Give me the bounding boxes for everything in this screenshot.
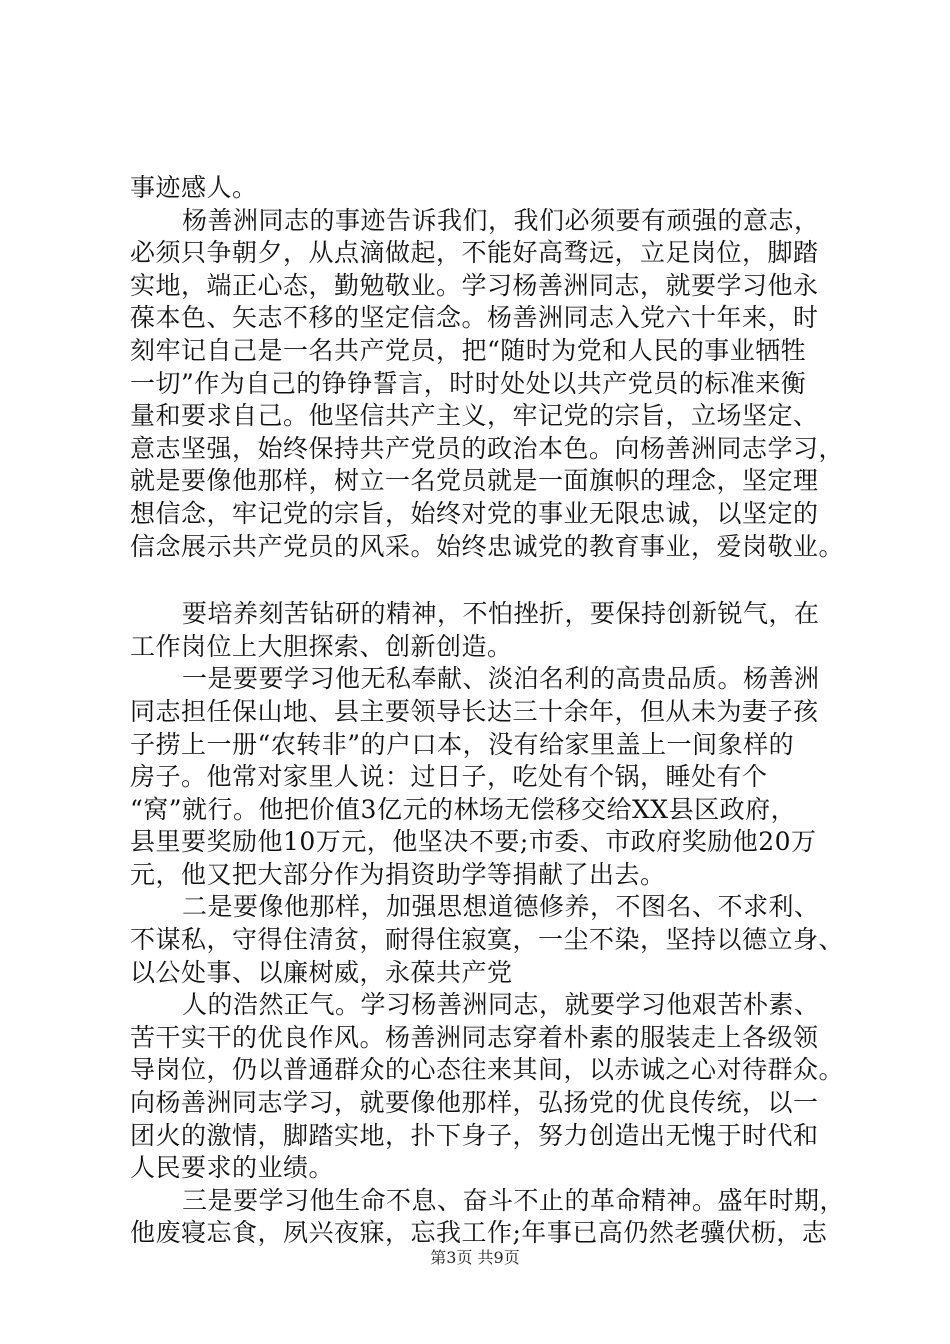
text-line: 人的浩然正气。学习杨善洲同志，就要学习他艰苦朴素、: [182, 990, 820, 1020]
text-line: 想信念，牢记党的宗旨，始终对党的事业无限忠诚，以坚定的: [130, 498, 819, 528]
text-line: 杨善洲同志的事迹告诉我们，我们必须要有顽强的意志，: [182, 205, 820, 235]
text-line: 二是要像他那样，加强思想道德修养，不图名、不求利、: [182, 892, 820, 922]
text-line: 三是要学习他生命不息、奋斗不止的革命精神。盛年时期，: [182, 1185, 846, 1215]
page-footer: 第3页 共9页: [430, 1248, 520, 1267]
text-line: 实地，端正心态，勤勉敬业。学习杨善洲同志，就要学习他永: [130, 270, 819, 300]
text-line: 导岗位，仍以普通群众的心态往来其间，以赤诚之心对待群众。: [130, 1055, 845, 1085]
text-line: 县里要奖励他10万元，他坚决不要;市委、市政府奖励他20万: [130, 827, 817, 857]
text-line: 葆本色、矢志不移的坚定信念。杨善洲同志入党六十年来，时: [130, 303, 819, 333]
text-line: 向杨善洲同志学习，就要像他那样，弘扬党的优良传统，以一: [130, 1088, 819, 1118]
text-line: 团火的激情，脚踏实地，扑下身子，努力创造出无愧于时代和: [130, 1120, 819, 1150]
text-line: 房子。他常对家里人说：过日子，吃处有个锅，睡处有个: [130, 762, 768, 792]
text-line: 他废寝忘食，夙兴夜寐，忘我工作;年事已高仍然老骥伏枥，志: [130, 1218, 828, 1248]
body-text: [130, 172, 860, 1250]
text-line: 必须只争朝夕，从点滴做起，不能好高骛远，立足岗位，脚踏: [130, 238, 819, 268]
text-line: 事迹感人。: [130, 173, 258, 202]
text-line: 工作岗位上大胆探索、创新创造。: [130, 631, 513, 661]
text-line: 信念展示共产党员的风采。始终忠诚党的教育事业，爱岗敬业。: [130, 531, 845, 561]
text-line: 刻牢记自己是一名共产党员，把“随时为党和人民的事业牺牲: [130, 335, 807, 365]
text-line: “窝”就行。他把价值3亿元的林场无偿移交给XX县区政府，: [130, 794, 797, 824]
text-line: 以公处事、以廉树威，永葆共产党: [130, 957, 513, 987]
text-line: 一是要要学习他无私奉献、淡泊名利的高贵品质。杨善洲: [182, 664, 820, 694]
text-line: 元，他又把大部分作为捐资助学等捐献了出去。: [130, 859, 666, 889]
text-line: 要培养刻苦钻研的精神，不怕挫折，要保持创新锐气，在: [182, 599, 820, 629]
text-line: 子捞上一册“农转非”的户口本，没有给家里盖上一间象样的: [130, 729, 795, 759]
text-line: 苦干实干的优良作风。杨善洲同志穿着朴素的服装走上各级领: [130, 1022, 819, 1052]
text-line: 一切”作为自己的铮铮誓言，时时处处以共产党员的标准来衡: [130, 368, 807, 398]
text-line: 就是要像他那样，树立一名党员就是一面旗帜的理念，坚定理: [130, 466, 819, 496]
text-line: 意志坚强，始终保持共产党员的政治本色。向杨善洲同志学习，: [130, 433, 845, 463]
text-line: 量和要求自己。他坚信共产主义，牢记党的宗旨，立场坚定、: [130, 401, 819, 431]
text-line: 人民要求的业绩。: [130, 1153, 335, 1183]
text-line: 不谋私，守得住清贫，耐得住寂寞，一尘不染，坚持以德立身、: [130, 925, 845, 955]
text-line: 同志担任保山地、县主要领导长达三十余年，但从未为妻子孩: [130, 696, 819, 726]
paragraph-gap: [130, 563, 860, 598]
